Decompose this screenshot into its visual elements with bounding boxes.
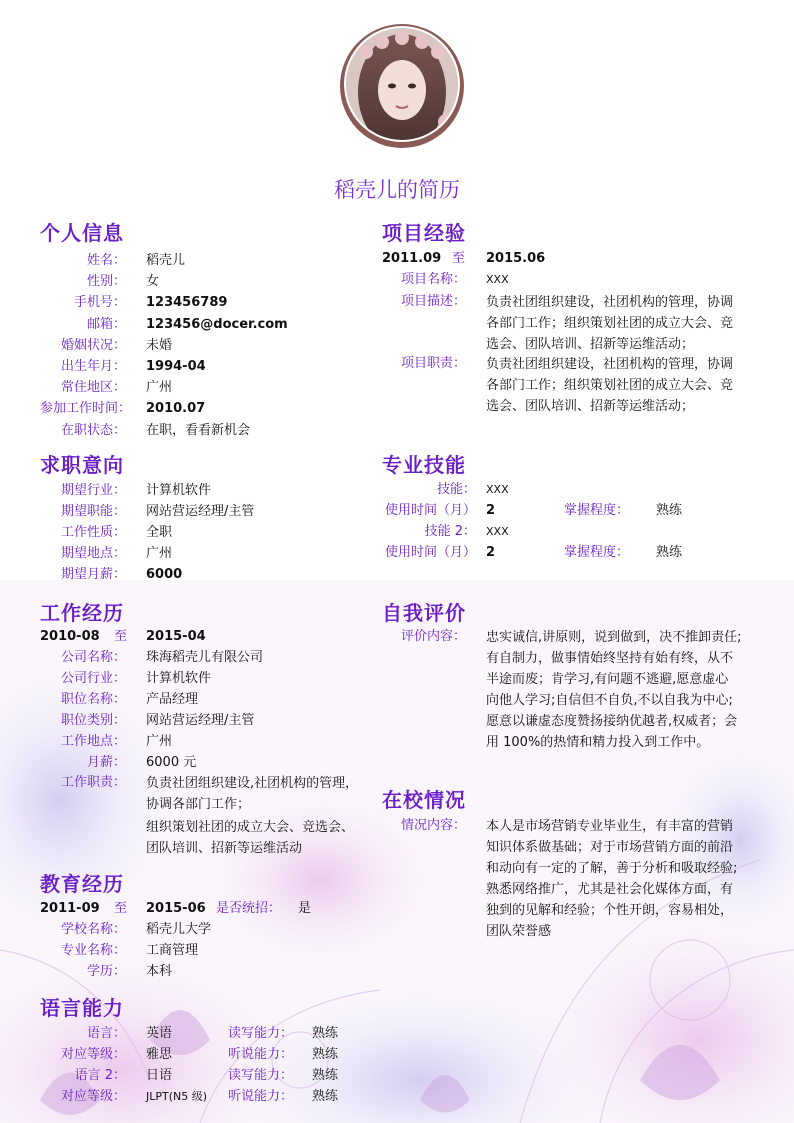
field-value: 稻壳儿大学 (146, 922, 212, 937)
field-value-2: 熟练 (312, 1047, 339, 1062)
section-project: 项目经验 (382, 221, 466, 245)
school-line: 独到的见解和经验；个性开朗，容易相处， (486, 903, 734, 918)
field-label: 邮箱： (86, 316, 126, 332)
field-value: XXX (486, 525, 509, 538)
field-label: 姓名： (86, 253, 126, 268)
field-label-2: 掌握程度： (564, 503, 630, 518)
section-school: 在校情况 (382, 788, 466, 812)
section-job-intent: 求职意向 (40, 453, 124, 477)
project-start-date: 2011.09 (382, 251, 442, 266)
field-value: 123456@docer.com (146, 316, 288, 332)
section-self-evaluation: 自我评价 (382, 601, 466, 625)
field-label: 公司行业： (60, 671, 126, 686)
school-line: 熟悉网络推广，尤其是社会化媒体方面，有 (486, 882, 734, 897)
field-label: 语言 2： (74, 1068, 126, 1083)
field-label: 期望行业： (60, 483, 126, 498)
field-value: 1994-04 (146, 359, 206, 374)
field-label: 职位名称： (60, 692, 126, 707)
project-name-label: 项目名称： (400, 272, 466, 287)
field-value-2: 熟练 (312, 1089, 339, 1104)
field-label: 公司名称： (60, 650, 126, 665)
project-name-value: XXX (486, 273, 509, 286)
self-eval-line: 愿意以谦虚态度赞扬接纳优越者,权威者；会 (486, 714, 738, 729)
project-duty-line: 选会、团队培训、招新等运维活动； (486, 399, 695, 414)
field-value: 计算机软件 (146, 671, 212, 686)
field-label-2: 读写能力： (228, 1068, 294, 1083)
edu-unified-value: 是 (298, 901, 312, 916)
field-label: 使用时间（月） (384, 545, 476, 560)
field-value: 在职，看看新机会 (146, 422, 251, 438)
field-label: 参加工作时间： (40, 401, 132, 417)
field-label: 学历： (86, 964, 126, 979)
field-label: 技能 2： (424, 524, 476, 539)
self-eval-line: 忠实诚信,讲原则，说到做到，决不推卸责任; (486, 630, 742, 645)
project-desc-line: 各部门工作；组织策划社团的成立大会、竞 (486, 316, 734, 331)
field-value: 广州 (146, 380, 173, 396)
project-desc-line: 选会、团队培训、招新等运维活动； (486, 337, 695, 352)
project-duty-line: 负责社团组织建设，社团机构的管理，协调 (486, 357, 734, 372)
field-value: 稻壳儿 (146, 253, 186, 268)
field-label: 出生年月： (60, 359, 126, 374)
field-value: 工商管理 (146, 943, 199, 958)
field-label: 期望月薪： (60, 567, 126, 582)
edu-start-date: 2011-09 (40, 901, 100, 916)
section-personal-info: 个人信息 (40, 221, 124, 245)
field-label: 对应等级： (60, 1089, 126, 1104)
work-duty-label: 工作职责： (60, 775, 126, 790)
field-value: 全职 (146, 525, 173, 540)
field-label: 职位类别： (60, 713, 126, 728)
field-value: 女 (146, 274, 160, 290)
edu-unified-label: 是否统招： (216, 901, 282, 916)
field-label-2: 读写能力： (228, 1026, 294, 1041)
field-label: 技能： (436, 482, 476, 497)
field-label: 在职状态： (60, 422, 126, 438)
project-end-date: 2015.06 (486, 251, 546, 266)
field-label: 常住地区： (60, 380, 126, 396)
work-start-date: 2010-08 (40, 629, 100, 644)
field-value: 6000 元 (146, 755, 197, 770)
field-label: 学校名称： (60, 922, 126, 937)
work-duty-text (146, 773, 358, 859)
field-value: 日语 (146, 1068, 173, 1083)
field-value: 2 (486, 503, 496, 518)
field-value: 未婚 (146, 337, 173, 353)
project-desc-line: 负责社团组织建设，社团机构的管理，协调 (486, 295, 734, 310)
field-label: 对应等级： (60, 1047, 126, 1062)
self-eval-line: 有自制力，做事情始终坚持有始有终，从不 (486, 651, 734, 666)
field-label-2: 掌握程度： (564, 545, 630, 560)
project-duty-line: 各部门工作；组织策划社团的成立大会、竞 (486, 378, 734, 393)
field-label-2: 听说能力： (228, 1047, 294, 1062)
field-label: 手机号： (73, 295, 126, 311)
field-label: 期望职能： (60, 504, 126, 519)
edu-end-date: 2015-06 (146, 901, 206, 916)
section-language: 语言能力 (40, 996, 124, 1020)
work-to-label: 至 (114, 629, 128, 644)
work-duty-line: 组织策划社团的成立大会、竞选会、 (146, 820, 355, 835)
field-label: 工作性质： (60, 525, 126, 540)
field-value: 产品经理 (146, 692, 199, 707)
self-eval-label: 评价内容： (400, 629, 466, 644)
project-duty-label: 项目职责： (400, 356, 466, 371)
field-label: 语言： (86, 1026, 126, 1041)
field-label-2: 听说能力： (228, 1089, 294, 1104)
section-skills: 专业技能 (382, 453, 466, 477)
field-label: 工作地点： (60, 734, 126, 749)
field-value: 2 (486, 545, 496, 560)
field-value: 雅思 (146, 1047, 173, 1062)
resume-title: 稻壳儿的简历 (334, 178, 460, 202)
field-value: 计算机软件 (146, 483, 212, 498)
work-duty-line: 协调各部门工作； (146, 797, 251, 812)
work-duty-line: 负责社团组织建设,社团机构的管理， (146, 776, 359, 791)
field-value: 网站营运经理/主管 (146, 504, 255, 519)
field-value-2: 熟练 (312, 1068, 339, 1083)
field-value: 本科 (146, 964, 173, 979)
edu-to-label: 至 (114, 901, 128, 916)
project-desc-text (486, 292, 733, 355)
field-value: 广州 (146, 734, 173, 749)
field-value: JLPT(N5 级) (146, 1090, 208, 1103)
field-value: 123456789 (146, 295, 228, 311)
project-to-label: 至 (452, 251, 466, 266)
work-duty-line: 团队培训、招新等运维活动 (146, 841, 303, 856)
field-label: 专业名称： (60, 943, 126, 958)
work-end-date: 2015-04 (146, 629, 206, 644)
section-work-experience: 工作经历 (40, 601, 124, 625)
self-eval-text (486, 627, 742, 753)
self-eval-line: 向他人学习;自信但不自负,不以自我为中心; (486, 693, 733, 708)
project-desc-label: 项目描述： (400, 294, 466, 309)
project-duty-text (486, 354, 733, 417)
field-value-2: 熟练 (312, 1026, 339, 1041)
field-label: 婚姻状况： (60, 337, 126, 353)
field-value: 网站营运经理/主管 (146, 713, 255, 728)
field-value: 英语 (146, 1026, 173, 1041)
school-label: 情况内容： (400, 818, 466, 833)
school-line: 和动向有一定的了解，善于分析和吸取经验; (486, 861, 738, 876)
field-value: 6000 (146, 567, 183, 582)
field-label: 期望地点： (60, 546, 126, 561)
school-line: 本人是市场营销专业毕业生，有丰富的营销 (486, 819, 734, 834)
field-label: 使用时间（月） (384, 503, 476, 518)
school-line: 团队荣誉感 (486, 924, 552, 939)
field-value: XXX (486, 483, 509, 496)
field-value-2: 熟练 (656, 545, 683, 560)
field-value: 广州 (146, 546, 173, 561)
self-eval-line: 半途而废；肯学习,有问题不逃避,愿意虚心 (486, 672, 729, 687)
avatar (338, 22, 466, 150)
field-label: 月薪： (86, 755, 126, 770)
self-eval-line: 用 100%的热情和精力投入到工作中。 (486, 735, 710, 750)
field-value-2: 熟练 (656, 503, 683, 518)
section-education: 教育经历 (40, 872, 124, 896)
field-value: 2010.07 (146, 401, 206, 417)
school-text (486, 816, 737, 942)
field-value: 珠海稻壳儿有限公司 (146, 650, 264, 665)
school-line: 知识体系做基础；对于市场营销方面的前沿 (486, 840, 734, 855)
field-label: 性别： (86, 274, 126, 290)
